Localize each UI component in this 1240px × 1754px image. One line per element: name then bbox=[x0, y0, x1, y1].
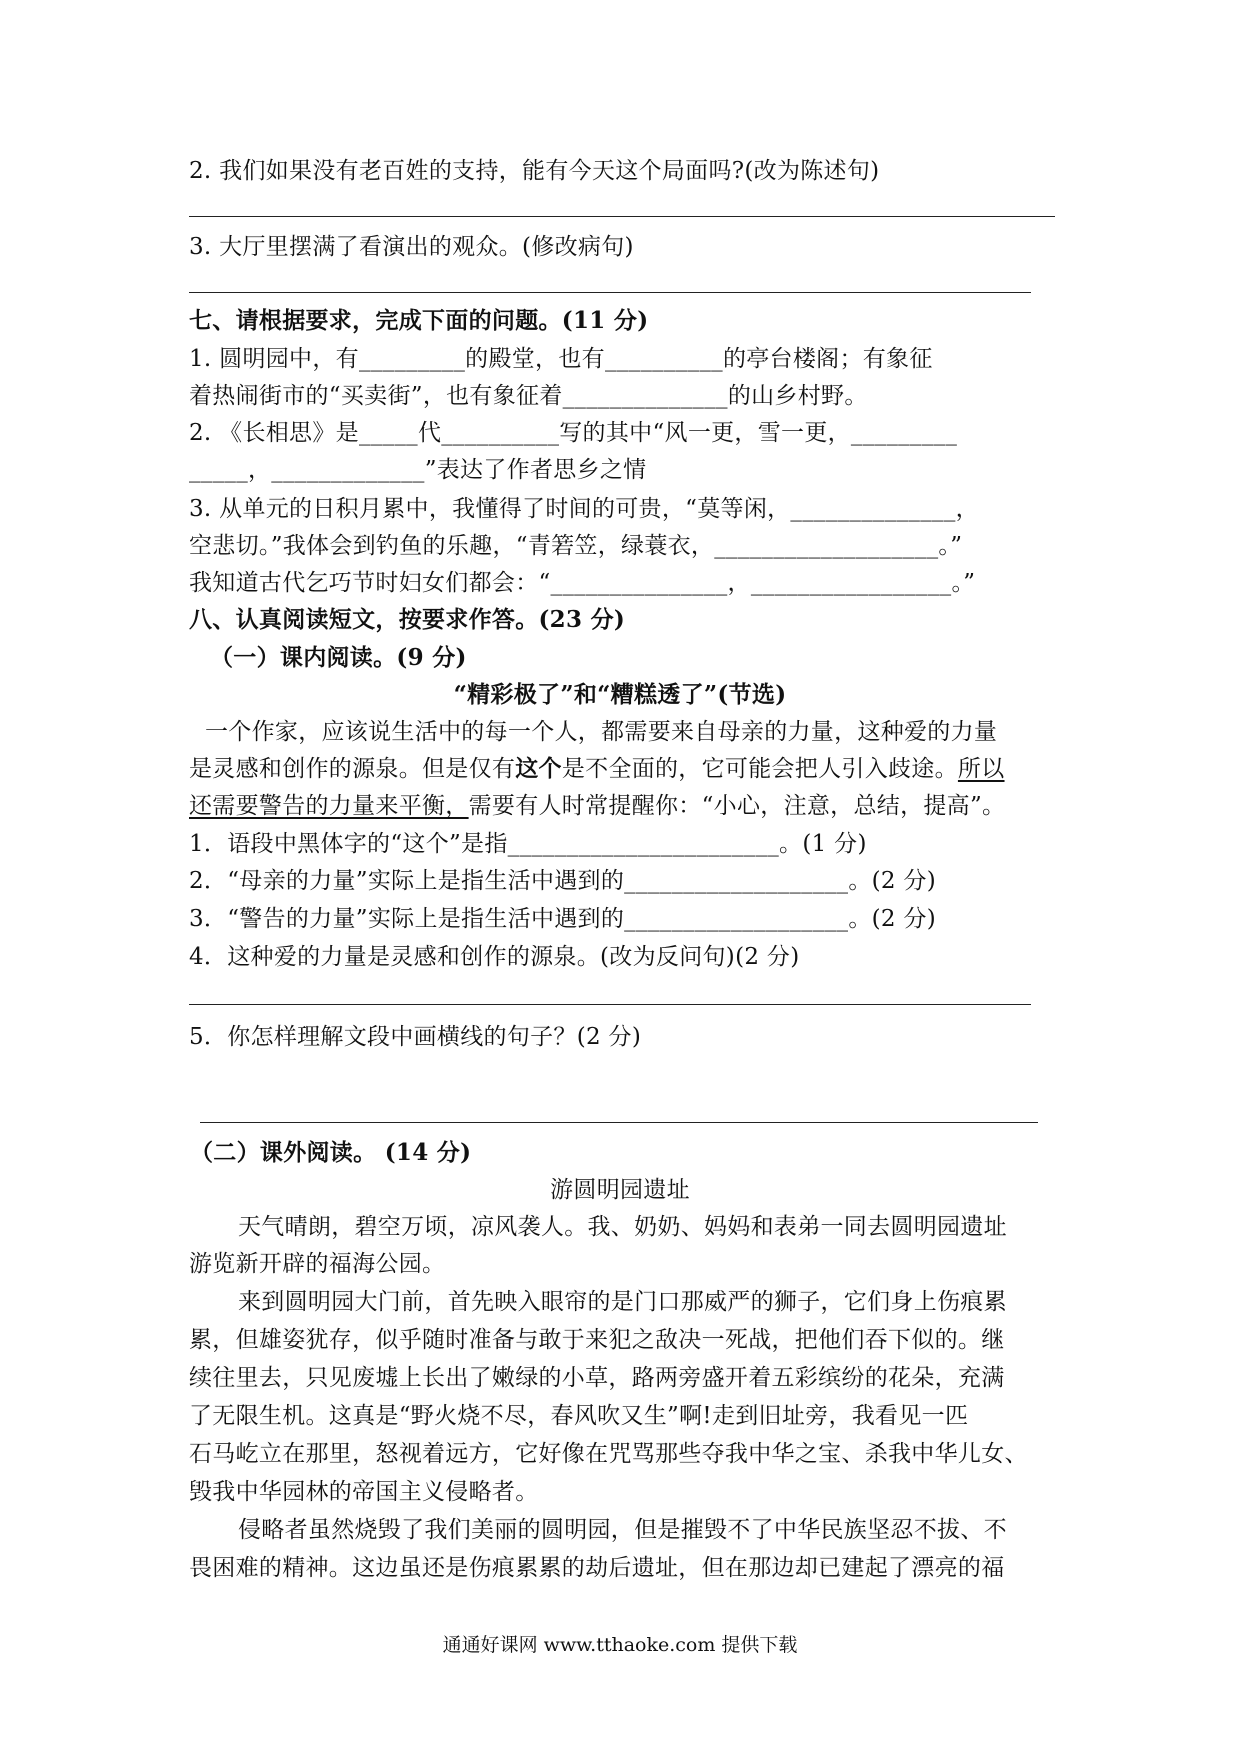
part8-sub2-title: 游圆明园遗址 bbox=[550, 1177, 690, 1203]
essay-line: 了无限生机。这真是“野火烧不尽，春风吹又生”啊!走到旧址旁，我看见一匹 bbox=[189, 1403, 969, 1429]
passage-text: 需要有人时常提醒你：“小心，注意，总结，提高”。 bbox=[468, 793, 1006, 819]
part7-q1-line1: 1. 圆明园中，有_________的殿堂，也有__________的亭台楼阁；有象征 bbox=[189, 346, 933, 372]
answer-line bbox=[189, 216, 1055, 217]
passage-line-2 bbox=[189, 754, 1005, 784]
part8-question-2: 2．“母亲的力量”实际上是指生活中遇到的___________________。(2 分) bbox=[189, 868, 937, 894]
passage-text: 是灵感和创作的源泉。但是仅有 bbox=[189, 756, 516, 782]
part6-question-2: 2. 我们如果没有老百姓的支持，能有今天这个局面吗?(改为陈述句) bbox=[189, 158, 880, 184]
part6-question-3: 3. 大厅里摆满了看演出的观众。(修改病句) bbox=[189, 234, 634, 260]
part8-question-3: 3．“警告的力量”实际上是指生活中遇到的___________________。(2 分) bbox=[189, 906, 937, 932]
part8-heading: 八、认真阅读短文，按要求作答。(23 分) bbox=[189, 606, 626, 633]
part7-heading: 七、请根据要求，完成下面的问题。(11 分) bbox=[189, 307, 649, 334]
part7-q3-line1: 3. 从单元的日积月累中，我懂得了时间的可贵，“莫等闲，______________， bbox=[189, 496, 979, 522]
page-footer: 通通好课网 www.tthaoke.com 提供下载 bbox=[442, 1634, 798, 1656]
passage-line-3 bbox=[189, 791, 1005, 821]
part8-sub2-heading: （二）课外阅读。 (14 分) bbox=[190, 1139, 472, 1166]
underlined-sentence-start: 所以 bbox=[957, 756, 1005, 782]
bold-keyword: 这个 bbox=[515, 755, 562, 782]
part7-q2-line1: 2. 《长相思》是_____代__________写的其中“风一更，雪一更，_________ bbox=[189, 420, 958, 446]
essay-line: 游览新开辟的福海公园。 bbox=[189, 1251, 446, 1277]
part8-sub1-heading: （一）课内阅读。(9 分) bbox=[210, 644, 467, 671]
underlined-sentence-end: 还需要警告的力量来平衡， bbox=[189, 793, 469, 819]
passage-text: 是不全面的，它可能会把人引入歧途。 bbox=[561, 756, 958, 782]
essay-line: 累，但雄姿犹存，似乎随时准备与敢于来犯之敌决一死战，把他们吞下似的。继 bbox=[189, 1327, 1005, 1353]
part7-q1-line2: 着热闹街市的“买卖街”，也有象征着______________的山乡村野。 bbox=[189, 383, 868, 409]
part8-question-4: 4．这种爱的力量是灵感和创作的源泉。(改为反问句)(2 分) bbox=[189, 944, 800, 970]
part8-sub1-title: “精彩极了”和“糟糕透了”(节选) bbox=[453, 681, 787, 708]
answer-line bbox=[189, 292, 1031, 293]
part7-q3-line3: 我知道古代乞巧节时妇女们都会：“_______________，_________________。” bbox=[189, 570, 976, 596]
part7-q3-line2: 空悲切。”我体会到钓鱼的乐趣，“青箬笠，绿蓑衣，___________________。” bbox=[189, 533, 963, 559]
essay-line: 畏困难的精神。这边虽还是伤痕累累的劫后遗址，但在那边却已建起了漂亮的福 bbox=[189, 1555, 1005, 1581]
part8-question-5: 5．你怎样理解文段中画横线的句子？(2 分) bbox=[189, 1024, 642, 1050]
answer-line bbox=[189, 1004, 1031, 1005]
essay-line: 来到圆明园大门前，首先映入眼帘的是门口那威严的狮子，它们身上伤痕累 bbox=[238, 1289, 1007, 1315]
part8-question-1: 1．语段中黑体字的“这个”是指_______________________。(1 分) bbox=[189, 831, 867, 857]
essay-line: 续往里去，只见废墟上长出了嫩绿的小草，路两旁盛开着五彩缤纷的花朵，充满 bbox=[189, 1365, 1005, 1391]
essay-line: 侵略者虽然烧毁了我们美丽的圆明园，但是摧毁不了中华民族坚忍不拔、不 bbox=[238, 1517, 1007, 1543]
part7-q2-line2: _____，_____________”表达了作者思乡之情 bbox=[189, 457, 647, 483]
essay-line: 石马屹立在那里，怒视着远方，它好像在咒骂那些夺我中华之宝、杀我中华儿女、 bbox=[189, 1441, 1028, 1467]
essay-line: 毁我中华园林的帝国主义侵略者。 bbox=[189, 1479, 539, 1505]
essay-line: 天气晴朗，碧空万顷，凉风袭人。我、奶奶、妈妈和表弟一同去圆明园遗址 bbox=[238, 1214, 1007, 1240]
answer-line bbox=[200, 1122, 1038, 1123]
passage-line-1: 一个作家，应该说生活中的每一个人，都需要来自母亲的力量，这种爱的力量 bbox=[205, 719, 998, 745]
